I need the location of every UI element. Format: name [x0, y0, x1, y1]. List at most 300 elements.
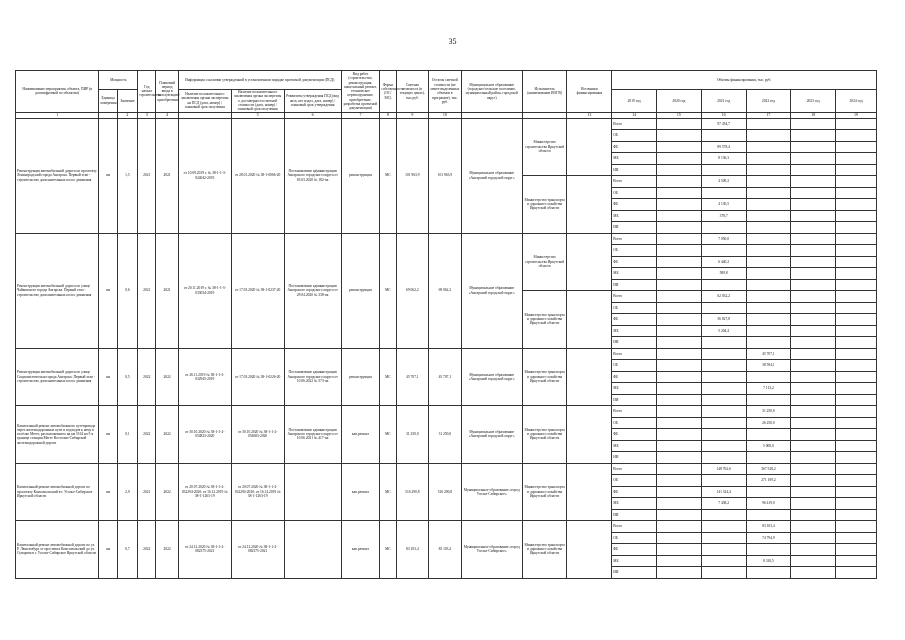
object-name: Капитальный ремонт автомобильной дороги по проспекту Комсомольский в г. Усолье-Сибирское Иркутской области	[16, 463, 99, 521]
amount-2022: 96 419,0	[746, 498, 791, 510]
column-number: 7	[341, 112, 380, 118]
amount-2021: 8 136,3	[701, 153, 746, 165]
expertise-psd-cell: от 24.12.2020 № 38-1-1-2-082375-2021	[178, 521, 231, 579]
executor-cell: Министерство транспорта и дорожного хозяйства Иркутской области	[522, 406, 567, 464]
source-label: Всего	[612, 118, 657, 130]
amount-2024	[836, 256, 877, 268]
ownership-cell: МС	[380, 348, 396, 406]
amount-2021: 148 762,6	[701, 463, 746, 475]
amount-2024	[836, 279, 877, 291]
column-number: 3	[138, 112, 156, 118]
amount-2023	[791, 141, 836, 153]
work-type-cell: кап.ремонт	[341, 463, 380, 521]
amount-2021: 4 130,5	[701, 199, 746, 211]
psd-approval-cell: Постановление администрации Ангарского городского округа от 10.06.2022 № 573-па	[284, 348, 341, 406]
amount-2022: 83 103,4	[746, 521, 791, 533]
amount-2022: 38 594,1	[746, 360, 791, 372]
amount-2024	[836, 233, 877, 245]
executor-cell: Министерство транспорта и дорожного хозяйства Иркутской области	[522, 176, 567, 234]
end-year-cell: 2022	[156, 463, 178, 521]
sources-cell	[567, 406, 612, 464]
source-label: ОБ	[612, 532, 657, 544]
remaining-cost-cell: 83 103,4	[429, 521, 462, 579]
amount-2022	[746, 176, 791, 188]
start-year-cell: 2022	[138, 406, 156, 464]
amount-2024	[836, 118, 877, 130]
table-row	[16, 233, 877, 245]
sources-cell	[567, 348, 612, 406]
header-end-year: Плановый период ввода в эксплуатацию/приобретения	[156, 71, 178, 113]
amount-2020	[657, 429, 702, 441]
amount-2023	[791, 475, 836, 487]
amount-2021: 97 454,7	[701, 118, 746, 130]
amount-2022	[746, 279, 791, 291]
column-number: 9	[396, 112, 429, 118]
psd-approval-cell: Постановление администрации Ангарского городского округа от 03.03.2020 № 182-па	[284, 118, 341, 233]
amount-2020	[657, 509, 702, 521]
header-start-year: Год начала строительства	[138, 71, 156, 113]
start-year-cell: 2022	[138, 348, 156, 406]
amount-2023	[791, 118, 836, 130]
source-label: ОБ	[612, 187, 657, 199]
amount-2024	[836, 475, 877, 487]
amount-2024	[836, 325, 877, 337]
header-funding-volumes: Объемы финансирования, тыс. руб.	[612, 71, 877, 90]
amount-2022	[746, 268, 791, 280]
page-number: 35	[448, 37, 457, 46]
amount-2024	[836, 291, 877, 303]
amount-2021	[701, 383, 746, 395]
estimated-cost-cell: 83 103,4	[396, 521, 429, 579]
amount-2022: 31 250,0	[746, 406, 791, 418]
header-year-2022: 2022 год	[746, 90, 791, 113]
estimated-cost-cell: 516 290,8	[396, 463, 429, 521]
amount-2023	[791, 544, 836, 556]
amount-2022	[746, 245, 791, 257]
amount-2021	[701, 544, 746, 556]
municipality-cell: Муниципальное образование «город Усолье-Сибирское»	[461, 521, 522, 579]
amount-2021	[701, 302, 746, 314]
municipality-cell: Муниципальное образование «Ангарский городской округ»	[461, 118, 522, 233]
amount-2020	[657, 187, 702, 199]
remaining-cost-cell: 101 963,9	[429, 118, 462, 233]
amount-2022	[746, 314, 791, 326]
ownership-cell: МС	[380, 118, 396, 233]
object-name: Капитальный ремонт автомобильной дороги по ул. Р. Люксембург от проспекта Комсомольский до ул. Суворова в г. Усолье-Сибирское Иркутской области	[16, 521, 99, 579]
executor-cell: Министерство транспорта и дорожного хозяйства Иркутской области	[522, 348, 567, 406]
amount-2023	[791, 509, 836, 521]
end-year-cell: 2021	[156, 233, 178, 348]
header-ownership: Форма собственности (ОС/МС)	[380, 71, 396, 113]
source-label: ИИ	[612, 337, 657, 349]
amount-2021: 7 438,2	[701, 498, 746, 510]
amount-2023	[791, 337, 836, 349]
source-label: МБ	[612, 440, 657, 452]
source-label: ИИ	[612, 222, 657, 234]
source-label: МБ	[612, 210, 657, 222]
value-cell: 0,5	[117, 348, 137, 406]
amount-2024	[836, 210, 877, 222]
amount-2021: 7 050,0	[701, 233, 746, 245]
amount-2022: 74 794,9	[746, 532, 791, 544]
amount-2022: 7 113,2	[746, 383, 791, 395]
amount-2022	[746, 291, 791, 303]
amount-2024	[836, 245, 877, 257]
amount-2023	[791, 383, 836, 395]
amount-2024	[836, 394, 877, 406]
amount-2024	[836, 187, 877, 199]
amount-2022: 5 000,0	[746, 440, 791, 452]
amount-2020	[657, 210, 702, 222]
header-executor: Исполнитель (наименование ИОГВ)	[522, 71, 567, 113]
unit-cell: км	[99, 406, 117, 464]
table-row	[16, 118, 877, 130]
amount-2022	[746, 337, 791, 349]
value-cell: 2,9	[117, 463, 137, 521]
header-capacity: Мощность	[99, 71, 138, 90]
header-name: Наименование мероприятия, объекта, ПИР (в расшифровкой по объектам)	[16, 71, 99, 113]
amount-2020	[657, 452, 702, 464]
source-label: ФБ	[612, 429, 657, 441]
header-year-2019: 2019 год	[612, 90, 657, 113]
unit-cell: км	[99, 521, 117, 579]
unit-cell: км	[99, 118, 117, 233]
amount-2020	[657, 567, 702, 579]
amount-2021	[701, 532, 746, 544]
amount-2024	[836, 176, 877, 188]
header-remaining-cost: Остаток сметной стоимости (не менее выделенных объемов в программе), тыс. руб.	[429, 71, 462, 113]
object-name: Реконструкция автомобильной дороги по улице Социалистическая города Ангарска. Первый этап - строительство дополнительных полос движения	[16, 348, 99, 406]
header-psd-approval: Реквизиты утверждения ПСД (вид акта, кто издал, дата, номер) / плановый срок утверждения	[284, 90, 341, 113]
amount-2020	[657, 141, 702, 153]
amount-2020	[657, 371, 702, 383]
amount-2024	[836, 371, 877, 383]
table-row	[16, 406, 877, 418]
end-year-cell: 2022	[156, 348, 178, 406]
amount-2023	[791, 210, 836, 222]
amount-2023	[791, 222, 836, 234]
header-sources: Источники финансирования	[567, 71, 612, 113]
expertise-psd-cell: от 20.07.2020 № 38-1-1-2-032294-2020; от 16.12.2019 № 38-1-1263-19	[178, 463, 231, 521]
amount-2020	[657, 555, 702, 567]
source-label: ФБ	[612, 256, 657, 268]
amount-2023	[791, 406, 836, 418]
amount-2023	[791, 360, 836, 372]
amount-2024	[836, 130, 877, 142]
amount-2024	[836, 417, 877, 429]
source-label: ИИ	[612, 394, 657, 406]
amount-2021: 378,7	[701, 210, 746, 222]
remaining-cost-cell: 69 062,2	[429, 233, 462, 348]
amount-2021	[701, 371, 746, 383]
amount-2023	[791, 394, 836, 406]
amount-2023	[791, 521, 836, 533]
source-label: ОБ	[612, 302, 657, 314]
amount-2024	[836, 222, 877, 234]
amount-2023	[791, 440, 836, 452]
amount-2024	[836, 406, 877, 418]
amount-2021	[701, 187, 746, 199]
amount-2020	[657, 475, 702, 487]
start-year-cell: 2022	[138, 521, 156, 579]
header-municipality: Муниципальное образование (городское/сельское поселение, муниципальный район, городской округ)	[461, 71, 522, 113]
header-year-2023: 2023 год	[791, 90, 836, 113]
amount-2021	[701, 337, 746, 349]
amount-2021	[701, 222, 746, 234]
amount-2020	[657, 314, 702, 326]
source-label: ФБ	[612, 544, 657, 556]
source-label: Всего	[612, 233, 657, 245]
amount-2021	[701, 360, 746, 372]
amount-2022	[746, 141, 791, 153]
expertise-psd-cell: от 30.10.2020 № 38-1-1-2-054823-2020	[178, 406, 231, 464]
sources-cell	[567, 521, 612, 579]
source-label: МБ	[612, 153, 657, 165]
estimated-cost-cell: 101 963,9	[396, 118, 429, 233]
end-year-cell: 2022	[156, 521, 178, 579]
header-year-2020: 2020 год	[657, 90, 702, 113]
header-expertise-cost: Наличие положительного заключения органа экспертизы о достоверности сметной стоимости (дата, номер) / плановый срок получения	[231, 90, 284, 113]
source-label: ФБ	[612, 141, 657, 153]
amount-2022	[746, 153, 791, 165]
amount-2023	[791, 130, 836, 142]
amount-2020	[657, 521, 702, 533]
amount-2023	[791, 187, 836, 199]
amount-2022	[746, 429, 791, 441]
table-row	[16, 521, 877, 533]
amount-2020	[657, 302, 702, 314]
amount-2021	[701, 429, 746, 441]
amount-2020	[657, 360, 702, 372]
sources-cell	[567, 463, 612, 521]
expertise-psd-cell: от 26.11.2019 № 38-1-1-3-032945-2019	[178, 348, 231, 406]
executor-cell: Министерство транспорта и дорожного хозяйства Иркутской области	[522, 521, 567, 579]
amount-2023	[791, 371, 836, 383]
amount-2021	[701, 348, 746, 360]
amount-2022	[746, 222, 791, 234]
amount-2024	[836, 268, 877, 280]
source-label: ОБ	[612, 245, 657, 257]
amount-2022	[746, 130, 791, 142]
work-type-cell: кап.ремонт	[341, 406, 380, 464]
sources-cell	[567, 176, 612, 234]
remaining-cost-cell: 31 250,0	[429, 406, 462, 464]
amount-2021	[701, 509, 746, 521]
remaining-cost-cell: 45 707,1	[429, 348, 462, 406]
executor-cell: Министерство строительства Иркутской области	[522, 118, 567, 176]
amount-2021: 5 204,4	[701, 325, 746, 337]
start-year-cell: 2021	[138, 463, 156, 521]
amount-2020	[657, 325, 702, 337]
amount-2023	[791, 498, 836, 510]
amount-2020	[657, 279, 702, 291]
source-label: МБ	[612, 498, 657, 510]
amount-2024	[836, 463, 877, 475]
municipality-cell: Муниципальное образование «Ангарский городской округ»	[461, 348, 522, 406]
amount-2024	[836, 360, 877, 372]
amount-2020	[657, 440, 702, 452]
amount-2021: 6 440,2	[701, 256, 746, 268]
source-label: ИИ	[612, 509, 657, 521]
amount-2020	[657, 463, 702, 475]
amount-2020	[657, 118, 702, 130]
amount-2020	[657, 544, 702, 556]
amount-2020	[657, 222, 702, 234]
amount-2023	[791, 256, 836, 268]
amount-2024	[836, 498, 877, 510]
amount-2021: 89 578,4	[701, 141, 746, 153]
amount-2024	[836, 314, 877, 326]
amount-2021	[701, 417, 746, 429]
column-number: 19	[836, 112, 877, 118]
amount-2024	[836, 509, 877, 521]
source-label: МБ	[612, 268, 657, 280]
unit-cell: км	[99, 233, 117, 348]
remaining-cost-cell: 516 290,8	[429, 463, 462, 521]
expertise-psd-cell: от 10.09.2019 г. № 38-1-1-3-024042-2019	[178, 118, 231, 233]
expertise-cost-cell: от 17.03.2020 № 38-1-0237-20	[231, 233, 284, 348]
amount-2023	[791, 325, 836, 337]
header-year-2021: 2021 год	[701, 90, 746, 113]
amount-2021	[701, 440, 746, 452]
amount-2020	[657, 164, 702, 176]
header-expertise-psd: Наличие положительного заключения органа экспертизы на ПСД (дата, номер) / плановый срок получения	[178, 90, 231, 113]
municipality-cell: Муниципальное образование «Ангарский городской округ»	[461, 406, 522, 464]
expertise-cost-cell: от 30.10.2020 № 38-1-1-2-054683-2020	[231, 406, 284, 464]
amount-2021: 4 509,2	[701, 176, 746, 188]
amount-2024	[836, 555, 877, 567]
amount-2023	[791, 302, 836, 314]
amount-2024	[836, 302, 877, 314]
source-label: ОБ	[612, 417, 657, 429]
amount-2023	[791, 452, 836, 464]
amount-2021	[701, 406, 746, 418]
value-cell: 0,6	[117, 233, 137, 348]
amount-2023	[791, 233, 836, 245]
amount-2024	[836, 532, 877, 544]
table-body	[16, 112, 877, 578]
amount-2020	[657, 394, 702, 406]
object-name: Капитальный ремонт автомобильного путепровода через железнодорожные пути и подходов к нему в посёлке Мегет, расположенного на км 5162 на 5-я границе станции Мегет Восточно-Сибирской железнодорожной дороги	[16, 406, 99, 464]
amount-2022	[746, 118, 791, 130]
column-number: 8	[380, 112, 396, 118]
amount-2020	[657, 498, 702, 510]
source-label: ФБ	[612, 486, 657, 498]
source-label: Всего	[612, 463, 657, 475]
sources-cell	[567, 233, 612, 291]
table-row	[16, 463, 877, 475]
header-estimated-cost: Сметная стоимость (в текущих ценах), тыс.руб.	[396, 71, 429, 113]
executor-cell: Министерство транспорта и дорожного хозяйства Иркутской области	[522, 291, 567, 349]
source-label: ИИ	[612, 279, 657, 291]
amount-2021	[701, 245, 746, 257]
amount-2024	[836, 348, 877, 360]
work-type-cell: реконструкция	[341, 233, 380, 348]
amount-2022: 45 707,1	[746, 348, 791, 360]
amount-2023	[791, 348, 836, 360]
amount-2021	[701, 521, 746, 533]
amount-2021: 56 827,8	[701, 314, 746, 326]
source-label: ОБ	[612, 130, 657, 142]
amount-2020	[657, 291, 702, 303]
amount-2021	[701, 164, 746, 176]
amount-2022	[746, 256, 791, 268]
amount-2023	[791, 555, 836, 567]
column-number: 14	[612, 112, 657, 118]
amount-2023	[791, 199, 836, 211]
source-label: МБ	[612, 325, 657, 337]
object-name: Реконструкция автомобильной дороги по улице Чайковского города Ангарска. Первый этап - строительство дополнительных полос движения	[16, 233, 99, 348]
column-number: 1	[16, 112, 99, 118]
header-psd-info: Информация о наличии утвержденной в установленном порядке проектной документации (ПСД)	[178, 71, 341, 90]
psd-approval-cell	[284, 463, 341, 521]
amount-2023	[791, 532, 836, 544]
start-year-cell: 2021	[138, 233, 156, 348]
amount-2022	[746, 164, 791, 176]
value-cell: 1,5	[117, 118, 137, 233]
amount-2023	[791, 314, 836, 326]
amount-2022	[746, 187, 791, 199]
amount-2020	[657, 245, 702, 257]
amount-2022	[746, 210, 791, 222]
amount-2023	[791, 279, 836, 291]
object-name: Реконструкция автомобильной дороги по проспекту Ленинградский города Ангарска. Первый этап - строительство дополнительных полос движения	[16, 118, 99, 233]
amount-2020	[657, 268, 702, 280]
amount-2023	[791, 463, 836, 475]
amount-2020	[657, 233, 702, 245]
source-label: ИИ	[612, 567, 657, 579]
ownership-cell: МС	[380, 233, 396, 348]
amount-2022: 26 250,0	[746, 417, 791, 429]
amount-2020	[657, 176, 702, 188]
source-label: ФБ	[612, 314, 657, 326]
amount-2024	[836, 452, 877, 464]
psd-approval-cell: Постановление администрации Ангарского городского округа от 29.04.2020 № 338-па	[284, 233, 341, 348]
amount-2023	[791, 291, 836, 303]
amount-2022	[746, 199, 791, 211]
estimated-cost-cell: 31 250,0	[396, 406, 429, 464]
amount-2021	[701, 394, 746, 406]
column-number: 6	[284, 112, 341, 118]
amount-2021: 141 324,4	[701, 486, 746, 498]
amount-2023	[791, 567, 836, 579]
unit-cell: км	[99, 463, 117, 521]
unit-cell: км	[99, 348, 117, 406]
amount-2024	[836, 199, 877, 211]
amount-2022	[746, 567, 791, 579]
header-value: Значение	[117, 90, 137, 113]
end-year-cell: 2022	[156, 406, 178, 464]
amount-2024	[836, 383, 877, 395]
amount-2021	[701, 130, 746, 142]
amount-2022	[746, 452, 791, 464]
amount-2023	[791, 486, 836, 498]
source-label: МБ	[612, 555, 657, 567]
amount-2023	[791, 153, 836, 165]
amount-2023	[791, 176, 836, 188]
work-type-cell: реконструкция	[341, 348, 380, 406]
amount-2024	[836, 521, 877, 533]
source-label: ФБ	[612, 199, 657, 211]
amount-2022	[746, 544, 791, 556]
amount-2021	[701, 279, 746, 291]
amount-2021	[701, 567, 746, 579]
amount-2024	[836, 567, 877, 579]
amount-2024	[836, 337, 877, 349]
amount-2024	[836, 429, 877, 441]
ownership-cell: МС	[380, 463, 396, 521]
amount-2021	[701, 452, 746, 464]
